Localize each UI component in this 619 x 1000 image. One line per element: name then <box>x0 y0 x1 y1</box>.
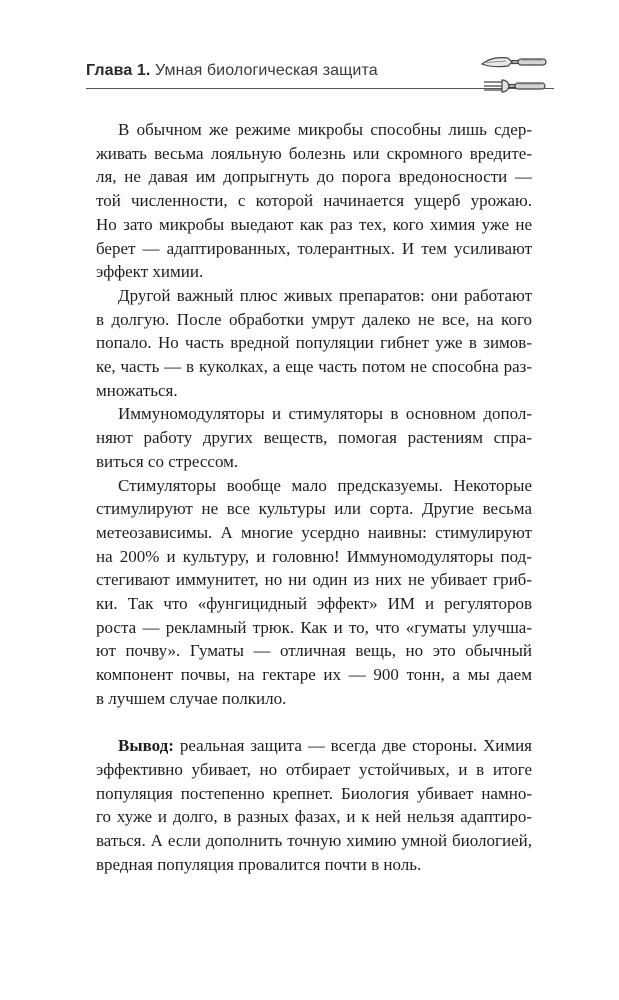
text-line: виться со стрессом. <box>96 451 239 471</box>
text-line: эффект химии. <box>96 262 204 282</box>
text-line: Иммуномодуляторы и стимуляторы в основном допол- <box>118 404 532 424</box>
text-line: в долгую. После обработки умрут далеко не все, на кого <box>96 309 532 329</box>
text-line: ют почву». Гуматы — отличная вещь, но это обычный <box>96 641 532 661</box>
text-line: в лучшем случае полкило. <box>96 688 287 708</box>
conclusion-first-line-text: реальная защита — всегда две стороны. Химия <box>173 736 532 756</box>
text-line: живать весьма лояльную болезнь или скромного вредите- <box>96 143 532 163</box>
conclusion-paragraph <box>96 734 532 876</box>
text-line: вредная популяция провалится почти в ноль. <box>96 854 422 874</box>
text-line: той численности, с которой начинается ущерб урожаю. <box>96 191 532 211</box>
text-line: попало. Но часть вредной популяции гибнет уже в зимов- <box>96 333 532 353</box>
chapter-label: Глава 1. <box>86 62 151 79</box>
text-line: Стимуляторы вообще мало предсказуемы. Некоторые <box>118 475 532 495</box>
text-line: стимулируют не все культуры или сорта. Другие весьма <box>96 499 532 519</box>
paragraph-2 <box>96 284 532 403</box>
text-line: эффективно убивает, но отбирает устойчивых, и в итоге <box>96 759 532 779</box>
paragraph-3 <box>96 402 532 473</box>
text-line: множаться. <box>96 380 178 400</box>
text-line: ля, не давая им допрыгнуть до порога вредоносности — <box>96 167 532 187</box>
text-line: популяция постепенно крепнет. Биология убивает намно- <box>96 783 532 803</box>
paragraph-4 <box>96 474 532 711</box>
text-line: берет — адаптированных, толерантных. И тем усиливают <box>96 238 532 258</box>
text-line: Другой важный плюс живых препаратов: они работают <box>118 285 532 305</box>
conclusion-first-line <box>96 734 532 758</box>
chapter-heading <box>86 62 378 80</box>
text-line: го хуже и долго, в разных фазах, и к ней нельзя адаптиро- <box>96 807 532 827</box>
text-line: компонент почвы, на гектаре их — 900 тонн, а мы даем <box>96 665 532 685</box>
text-line: Но зато микробы выедают как раз тех, кого химия уже не <box>96 214 532 234</box>
chapter-title: Умная биологическая защита <box>155 62 378 79</box>
text-line: В обычном же режиме микробы способны лишь сдер- <box>118 120 532 139</box>
text-line: метеозависимы. А многие усердно наивны: стимулируют <box>96 522 532 542</box>
paragraph-1 <box>96 118 532 284</box>
text-line: няют работу других веществ, помогая растениям спра- <box>96 428 532 448</box>
text-line: роста — рекламный трюк. Как и то, что «гуматы улучша- <box>96 617 532 637</box>
conclusion-label: Вывод: <box>118 736 174 756</box>
text-line: на 200% и культуру, и головню! Иммуномодуляторы под- <box>96 546 532 566</box>
text-line: ваться. А если дополнить точную химию умной биологией, <box>96 831 532 851</box>
garden-tools-icon <box>478 52 550 96</box>
text-line: ке, часть — в куколках, а еще часть потом не способна раз- <box>96 357 532 377</box>
body-text <box>96 118 532 876</box>
paragraph-gap <box>96 711 532 735</box>
text-line: ки. Так что «фунгицидный эффект» ИМ и регуляторов <box>96 594 532 614</box>
text-line: стегивают иммунитет, но ни один из них не убивает гриб- <box>96 570 532 590</box>
